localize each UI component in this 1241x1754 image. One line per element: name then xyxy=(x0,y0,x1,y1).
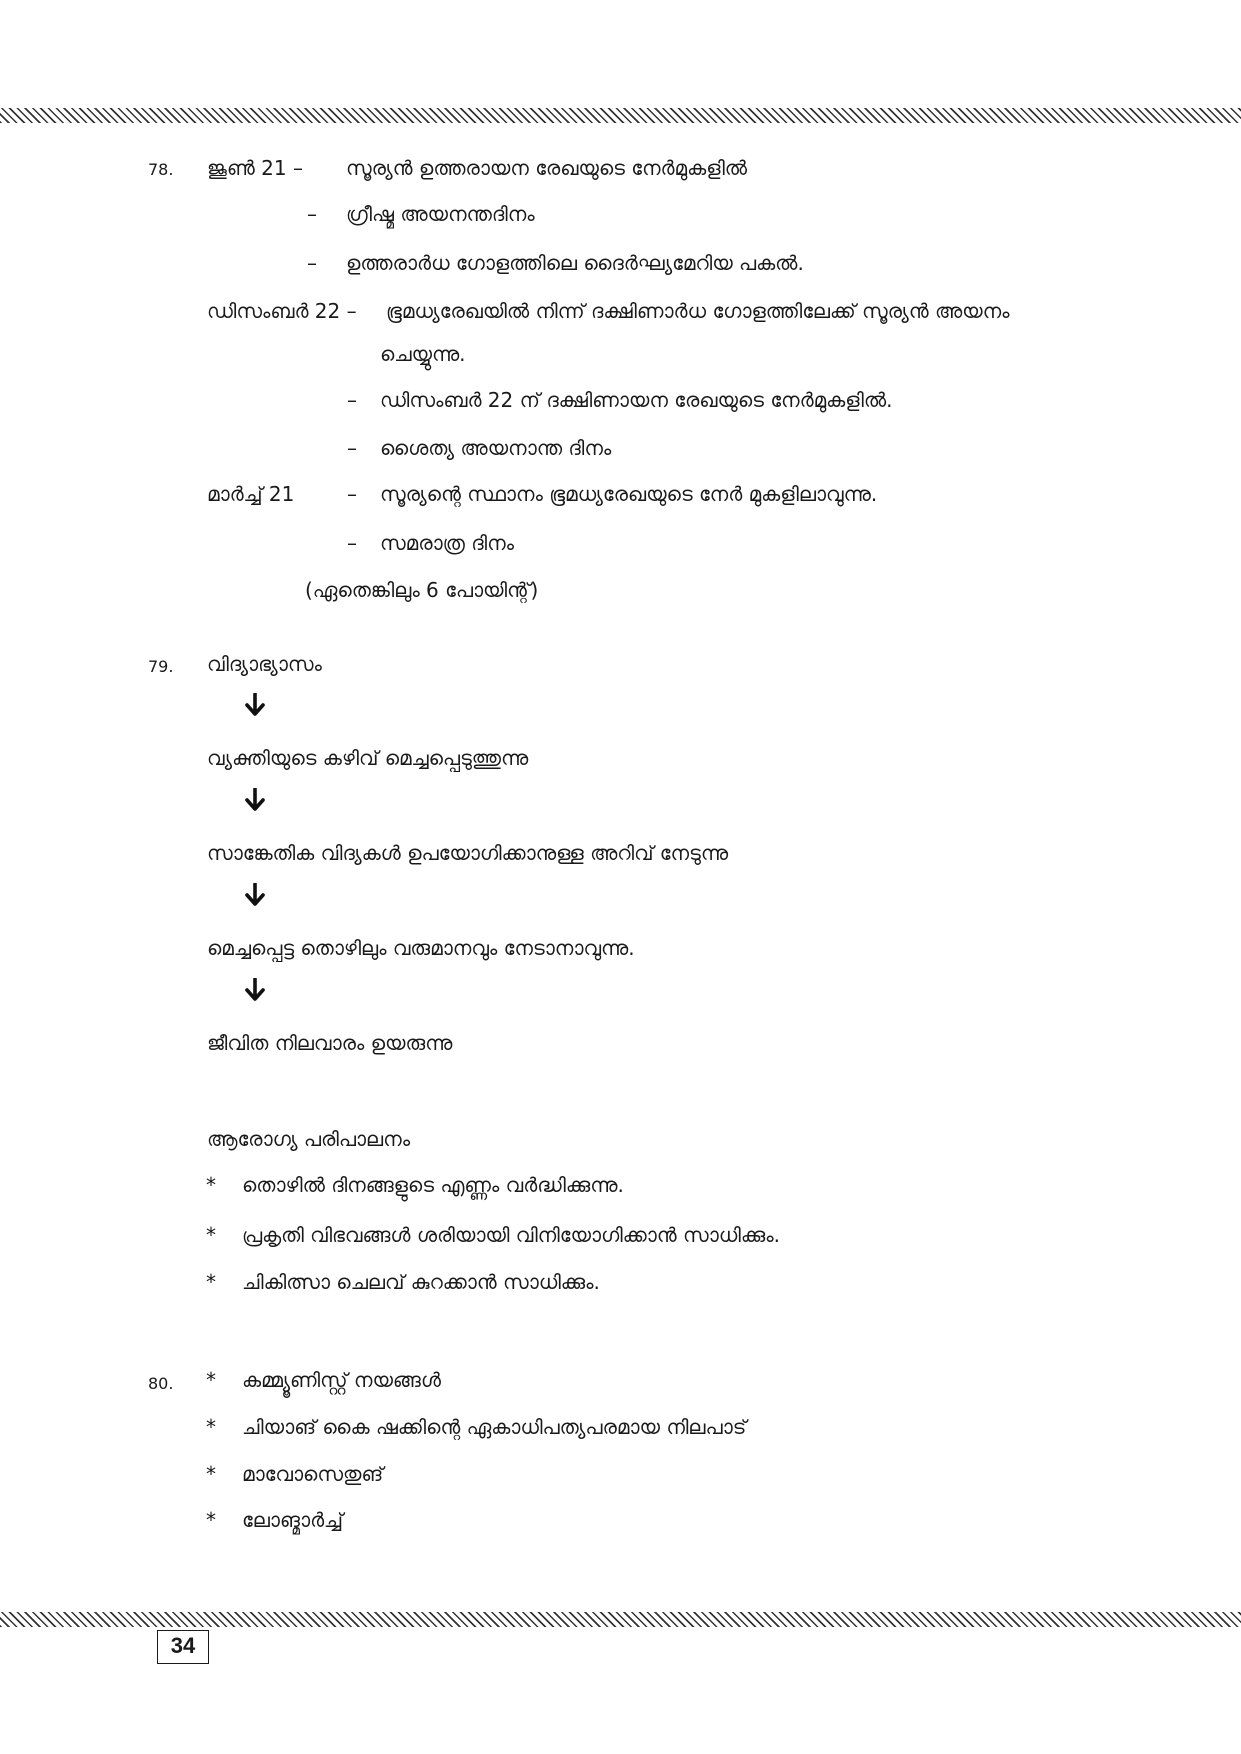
question-number-78: 78. xyxy=(148,160,174,179)
december-point-2: ശൈത്യ അയനാന്ത ദിനം xyxy=(380,436,612,460)
answer-note: (ഏതെങ്കിലും 6 പോയിന്റ്) xyxy=(305,578,539,602)
dash-marker: – xyxy=(307,251,317,275)
december-date-label: ഡിസംബർ 22 – xyxy=(207,299,357,323)
bullet-marker: * xyxy=(206,1508,216,1532)
december-point-1: ഡിസംബർ 22 ന് ദക്ഷിണായന രേഖയുടെ നേർമുകളിൽ. xyxy=(380,388,893,412)
question-number-80: 80. xyxy=(148,1374,174,1393)
health-point-3: ചികിത്സാ ചെലവ് കുറക്കാൻ സാധിക്കും. xyxy=(242,1270,600,1294)
bullet-marker: * xyxy=(206,1223,216,1247)
december-line-2: ചെയ്യുന്നു. xyxy=(380,342,466,366)
flow-step-1: വിദ്യാഭ്യാസം xyxy=(207,652,322,676)
dash-marker: – xyxy=(347,482,357,506)
december-line-1: ഭൂമധ്യരേഖയിൽ നിന്ന് ദക്ഷിണാർധ ഗോളത്തിലേക്ക് സൂര്യൻ അയനം xyxy=(386,299,1010,323)
june-point-3: ഉത്തരാർധ ഗോളത്തിലെ ദൈർഘ്യമേറിയ പകൽ. xyxy=(346,251,804,275)
june-point-2: ഗ്രീഷ്മ അയനന്തദിനം xyxy=(346,202,535,226)
bullet-marker: * xyxy=(206,1270,216,1294)
arrow-down-icon xyxy=(244,693,266,717)
arrow-down-icon xyxy=(244,883,266,907)
dash-marker: – xyxy=(347,531,357,555)
q80-point-3: മാവോസെതുങ് xyxy=(242,1462,384,1486)
q80-point-4: ലോങ്മാർച്ച് xyxy=(242,1508,343,1532)
arrow-down-icon xyxy=(244,978,266,1002)
dash-marker: – xyxy=(347,388,357,412)
arrow-down-icon xyxy=(244,788,266,812)
bullet-marker: * xyxy=(206,1415,216,1439)
flow-step-3: സാങ്കേതിക വിദ്യകൾ ഉപയോഗിക്കാനുള്ള അറിവ് നേടുന്നു xyxy=(207,841,729,865)
march-point-1: സൂര്യന്റെ സ്ഥാനം ഭൂമധ്യരേഖയുടെ നേർ മുകളിലാവുന്നു. xyxy=(380,482,878,506)
june-date-label: ജൂൺ 21 – xyxy=(207,156,303,180)
june-point-1: സൂര്യൻ ഉത്തരായന രേഖയുടെ നേർമുകളിൽ xyxy=(346,156,748,180)
page-number: 34 xyxy=(157,1630,209,1664)
march-date-label: മാർച്ച് 21 xyxy=(207,482,295,506)
bullet-marker: * xyxy=(206,1173,216,1197)
bullet-marker: * xyxy=(206,1462,216,1486)
health-point-1: തൊഴിൽ ദിനങ്ങളുടെ എണ്ണം വർദ്ധിക്കുന്നു. xyxy=(242,1173,624,1197)
flow-step-2: വ്യക്തിയുടെ കഴിവ് മെച്ചപ്പെടുത്തുന്നു xyxy=(207,746,529,770)
dash-marker: – xyxy=(347,436,357,460)
dash-marker: – xyxy=(307,202,317,226)
question-number-79: 79. xyxy=(148,657,174,676)
health-point-2: പ്രകൃതി വിഭവങ്ങൾ ശരിയായി വിനിയോഗിക്കാൻ സാധിക്കും. xyxy=(242,1223,780,1247)
bullet-marker: * xyxy=(206,1368,216,1392)
flow-step-4: മെച്ചപ്പെട്ട തൊഴിലും വരുമാനവും നേടാനാവുന്നു. xyxy=(207,936,635,960)
bottom-hatch-border xyxy=(0,1612,1241,1627)
march-point-2: സമരാത്ര ദിനം xyxy=(380,531,515,555)
flow-step-5: ജീവിത നിലവാരം ഉയരുന്നു xyxy=(207,1031,453,1055)
health-section-title: ആരോഗ്യ പരിപാലനം xyxy=(207,1127,411,1151)
q80-point-2: ചിയാങ് കൈ ഷക്കിന്റെ ഏകാധിപത്യപരമായ നിലപാട് xyxy=(242,1415,747,1439)
q80-point-1: കമ്മ്യൂണിസ്റ്റ് നയങ്ങൾ xyxy=(242,1368,441,1392)
top-hatch-border xyxy=(0,108,1241,123)
